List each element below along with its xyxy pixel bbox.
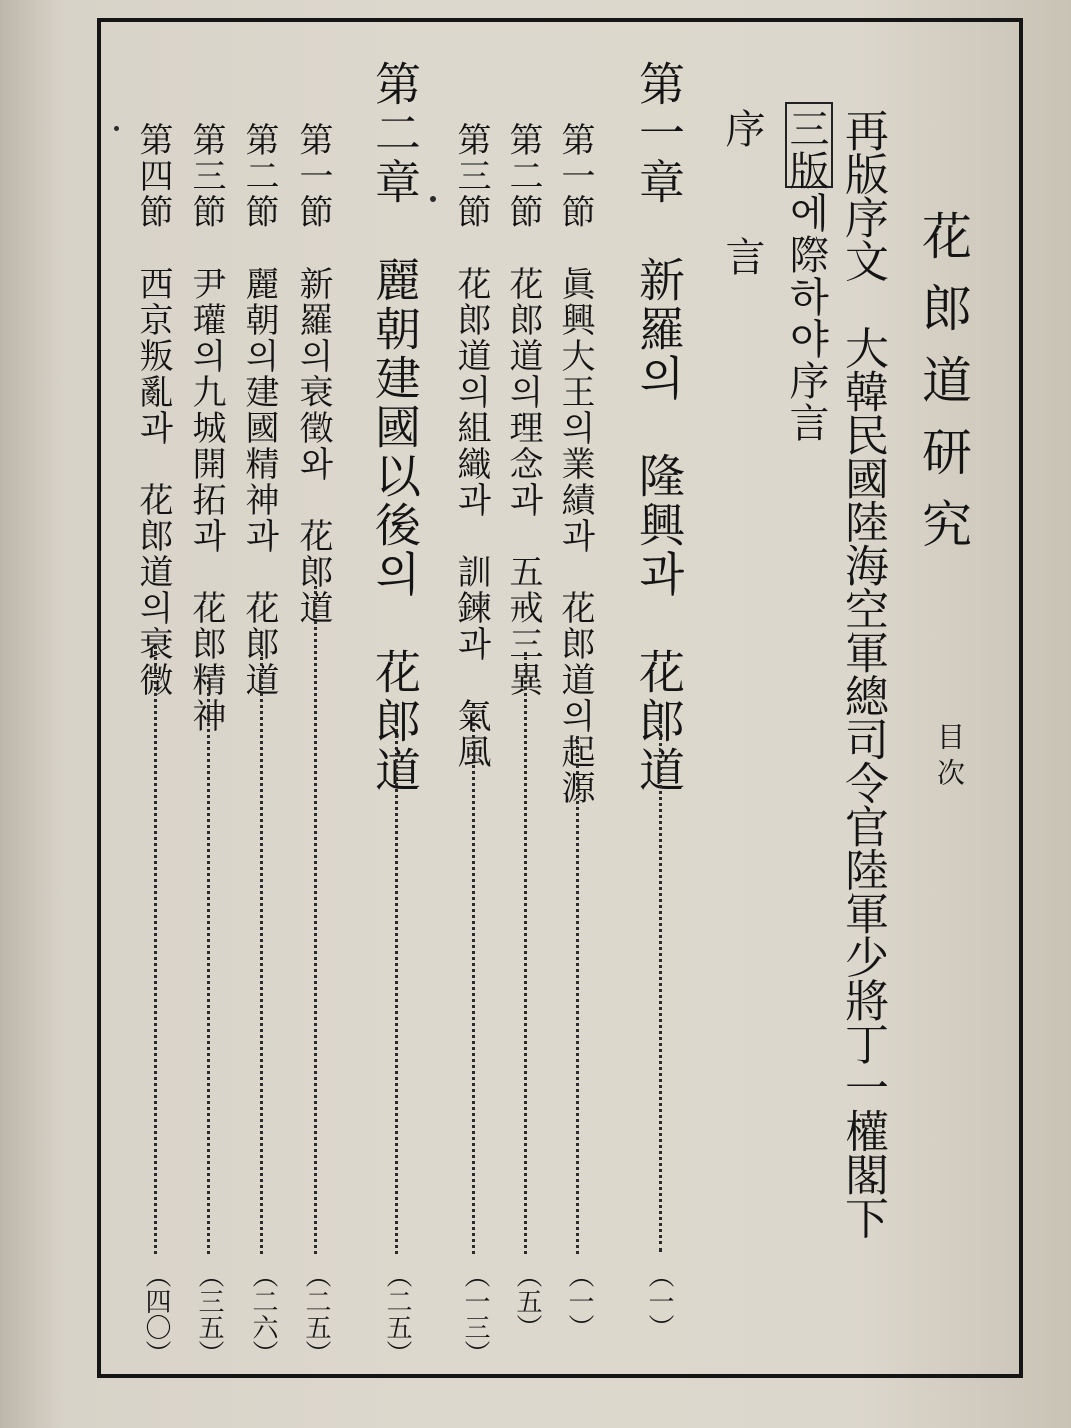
toc-entry-preface-reprint[interactable]: 再版序文 大韓民國陸海空軍總司令官陸軍少將丁一權閣下: [837, 108, 888, 1239]
leader-dots: [154, 646, 157, 1254]
leader-dots: [472, 704, 475, 1254]
ink-speck: [114, 126, 119, 131]
leader-dots: [395, 706, 398, 1254]
toc-entry-chapter-2[interactable]: 第二章 麗朝建國以後의 花郎道: [368, 60, 422, 795]
page-number: （一）: [644, 1262, 674, 1340]
leader-dots: [524, 652, 527, 1254]
page-number: （一三）: [460, 1262, 490, 1366]
page-number: （一）: [564, 1262, 594, 1340]
leader-dots: [314, 586, 317, 1254]
toc-entry-ch2-sec1[interactable]: 第一節 新羅의衰徵와 花郎道: [293, 122, 333, 626]
toc-entry-chapter-1[interactable]: 第一章 新羅의 隆興과 花郎道: [632, 60, 686, 795]
leader-dots: [576, 736, 579, 1254]
leader-dots: [659, 712, 662, 1252]
toc-entry-ch2-sec4[interactable]: 第四節 西京叛亂과 花郎道의衰微: [133, 122, 173, 698]
leader-dots: [207, 674, 210, 1254]
toc-entry-third-edition-preface[interactable]: 三版에際하야序言: [783, 108, 829, 444]
toc-entry-ch2-sec2[interactable]: 第二節 麗朝의建國精神과 花郎道: [239, 122, 279, 698]
toc-entry-ch2-sec3[interactable]: 第三節 尹瓘의九城開拓과 花郎精神: [186, 122, 226, 734]
leader-dots: [260, 646, 263, 1254]
ink-speck: [430, 196, 436, 202]
page-number: （二五）: [301, 1262, 331, 1366]
toc-entry-ch1-sec1[interactable]: 第一節 眞興大王의業績과 花郎道의起源: [555, 122, 595, 806]
book-title: 花郎道研究: [914, 210, 972, 570]
page-number: （二六）: [248, 1262, 278, 1366]
page-number: （四〇）: [141, 1262, 171, 1366]
toc-label: 目次: [933, 722, 966, 794]
page-number: （二五）: [382, 1262, 412, 1366]
toc-entry-ch1-sec3[interactable]: 第三節 花郎道의組織과 訓鍊과 氣風: [451, 122, 491, 770]
page-number: （五）: [512, 1262, 542, 1340]
page-number: （三五）: [194, 1262, 224, 1366]
toc-entry-ch1-sec2[interactable]: 第二節 花郎道의理念과 五戒三異: [503, 122, 543, 698]
toc-entry-preface[interactable]: 序 言: [719, 108, 765, 300]
